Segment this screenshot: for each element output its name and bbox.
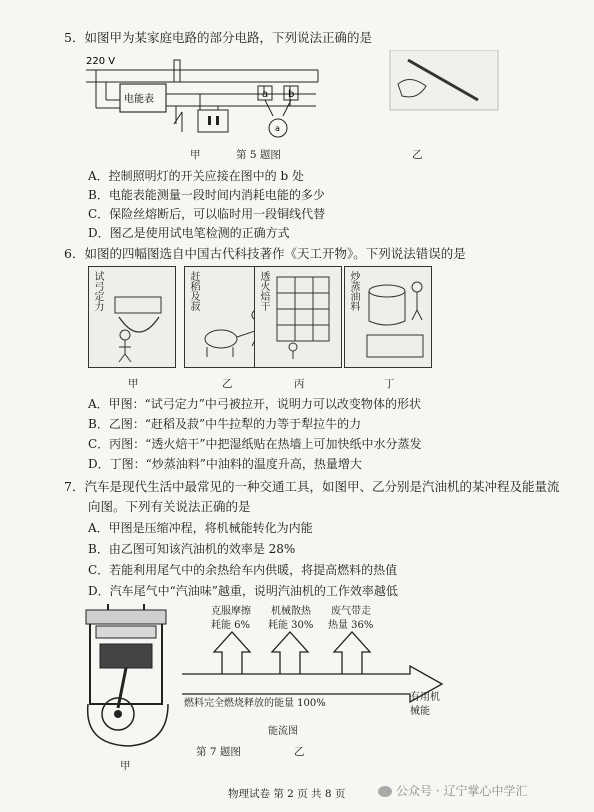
q7-caption-right: 乙 bbox=[294, 746, 305, 758]
panel-label-ding: 炒蒸油料 bbox=[348, 271, 359, 311]
bow-testing-illustration bbox=[105, 287, 171, 363]
socket-a-label: a bbox=[262, 89, 269, 100]
q5-caption-left: 甲 bbox=[190, 149, 201, 161]
q7-option-b: B．由乙图可知该汽油机的效率是 28% bbox=[88, 542, 296, 556]
wall-socket bbox=[198, 110, 228, 132]
paper-drying-wall-illustration bbox=[273, 273, 337, 363]
meter-label: 电能表 bbox=[124, 94, 154, 105]
loss-heat-line2: 耗能 30% bbox=[268, 620, 314, 631]
q7-caption-left: 甲 bbox=[120, 760, 131, 772]
engine-cylinder-diagram bbox=[84, 604, 184, 754]
q7-option-d: D．汽车尾气中“汽油味”越重，说明汽油机的工作效率越低 bbox=[88, 584, 398, 598]
q6-panel-jia bbox=[88, 266, 176, 368]
loss-exhaust-line1: 废气带走 bbox=[331, 606, 371, 617]
panel-label-bing: 透火焙干 bbox=[258, 271, 269, 311]
q6-stem: 6．如图的四幅图选自中国古代科技著作《天工开物》。下列说法错误的是 bbox=[64, 246, 466, 261]
q7-figure-caption: 第 7 题图 bbox=[196, 746, 241, 758]
panel-label-yi: 赶稻及菽 bbox=[188, 271, 199, 311]
q6-panel-bing bbox=[254, 266, 342, 368]
loss-friction-line1: 克服摩擦 bbox=[211, 606, 251, 617]
q5-option-c: C．保险丝熔断后，可以临时用一段铜线代替 bbox=[88, 207, 326, 221]
q5-stem: 5．如图甲为某家庭电路的部分电路，下列说法正确的是 bbox=[64, 30, 372, 45]
energy-flow-title: 能流图 bbox=[268, 726, 298, 737]
q5-caption-right: 乙 bbox=[412, 149, 423, 161]
steaming-oilseed-illustration bbox=[361, 275, 429, 363]
q6-option-b: B．乙图：“赶稻及菽”中牛拉犁的力等于犁拉牛的力 bbox=[88, 417, 362, 431]
wechat-icon bbox=[378, 786, 392, 797]
q7-stem-line2: 向图。下列有关说法正确的是 bbox=[88, 499, 251, 514]
loss-heat-line1: 机械散热 bbox=[271, 606, 311, 617]
q5-figure-caption: 第 5 题图 bbox=[236, 149, 281, 161]
energy-input-label: 燃料完全燃烧释放的能量 100% bbox=[184, 698, 326, 709]
q7-option-a: A．甲图是压缩冲程，将机械能转化为内能 bbox=[88, 521, 313, 535]
watermark bbox=[378, 782, 527, 799]
q7-option-c: C．若能利用尾气中的余热给车内供暖，将提高燃料的热值 bbox=[88, 563, 398, 577]
loss-exhaust-line2: 热量 36% bbox=[328, 620, 374, 631]
q6-panel-ding bbox=[344, 266, 432, 368]
voltage-label: 220 V bbox=[86, 56, 116, 67]
q5-option-a: A．控制照明灯的开关应接在图中的 b 处 bbox=[88, 169, 304, 183]
energy-output-label: 有用机械能 bbox=[410, 692, 440, 717]
q6-option-d: D．丁图：“炒蒸油料”中油料的温度升高，热量增大 bbox=[88, 457, 362, 471]
svg-text:a: a bbox=[275, 124, 280, 133]
q5-option-d: D．图乙是使用试电笔检测的正确方式 bbox=[88, 226, 290, 240]
q6-caption-bing: 丙 bbox=[294, 378, 305, 390]
q6-caption-yi: 乙 bbox=[222, 378, 233, 390]
socket-b-label: b bbox=[288, 89, 295, 100]
panel-label-jia: 试弓定力 bbox=[92, 271, 103, 311]
page-footer: 物理试卷 第 2 页 共 8 页 bbox=[228, 788, 346, 800]
loss-friction-line2: 耗能 6% bbox=[211, 620, 251, 631]
q5-option-b: B．电能表能测量一段时间内消耗电能的多少 bbox=[88, 188, 325, 202]
watermark-text: 公众号 · 辽宁掌心中学汇 bbox=[396, 784, 528, 798]
fuse bbox=[174, 60, 180, 82]
q6-option-c: C．丙图：“透火焙干”中把湿纸贴在热墙上可加快纸中水分蒸发 bbox=[88, 437, 422, 451]
q6-caption-jia: 甲 bbox=[128, 378, 139, 390]
q6-caption-ding: 丁 bbox=[384, 378, 395, 390]
q7-stem-line1: 7．汽车是现代生活中最常见的一种交通工具，如图甲、乙分别是汽油机的某冲程及能量流 bbox=[64, 479, 560, 494]
q5-circuit-diagram bbox=[78, 50, 508, 162]
q6-option-a: A．甲图：“试弓定力”中弓被拉开，说明力可以改变物体的形状 bbox=[88, 397, 421, 411]
